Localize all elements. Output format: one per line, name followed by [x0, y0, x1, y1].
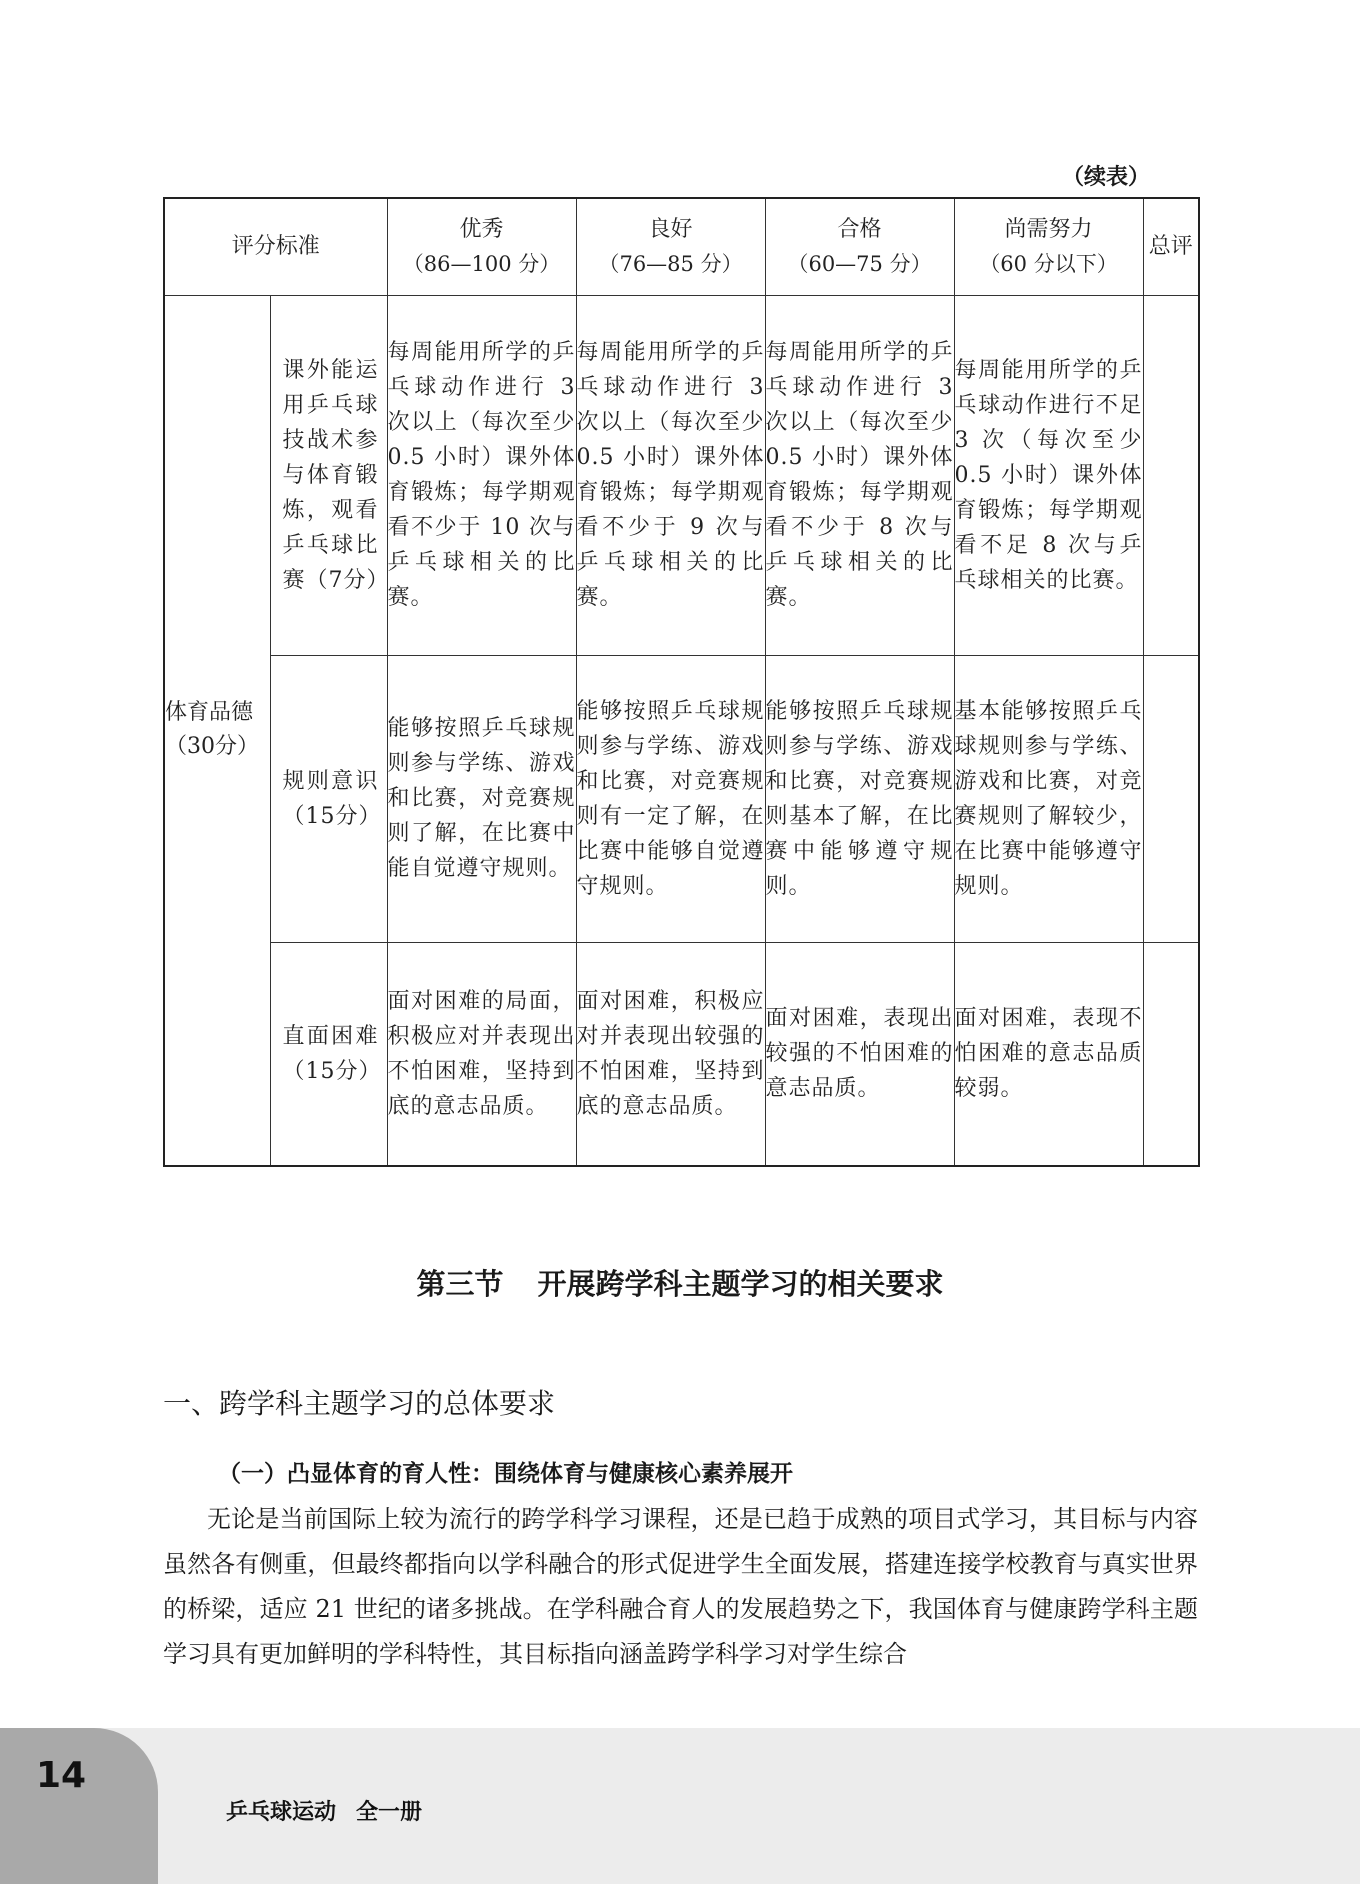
- header-level-needs-effort: 尚需努力 （60 分以下）: [954, 198, 1143, 295]
- heading-level-1: 一、跨学科主题学习的总体要求: [163, 1387, 556, 1420]
- item-cell: 课外能运用乒乓球技战术参与体育锻炼，观看乒乓球比赛（7分）: [270, 295, 387, 655]
- header-level-good: 良好 （76—85 分）: [576, 198, 765, 295]
- rubric-cell: 每周能用所学的乒乓球动作进行 3 次以上（每次至少 0.5 小时）课外体育锻炼；每学期观看不少于 10 次与乒乓球相关的比赛。: [387, 295, 576, 655]
- rubric-cell: 每周能用所学的乒乓球动作进行 3 次以上（每次至少 0.5 小时）课外体育锻炼；每学期观看不少于 9 次与乒乓球相关的比赛。: [576, 295, 765, 655]
- table-row: [164, 655, 1199, 942]
- category-cell: 体育品德（30分）: [164, 295, 270, 1166]
- section-heading: 开展跨学科主题学习的相关要求: [537, 1267, 944, 1301]
- page-number: 14: [36, 1755, 87, 1796]
- book-title-name: 乒乓球运动: [226, 1800, 337, 1825]
- footer-band: [0, 1728, 1360, 1884]
- overall-cell: [1143, 655, 1199, 942]
- header-level-excellent: 优秀 （86—100 分）: [387, 198, 576, 295]
- rubric-cell: 每周能用所学的乒乓球动作进行不足 3 次（每次至少 0.5 小时）课外体育锻炼；每学期观看不足 8 次与乒乓球相关的比赛。: [954, 295, 1143, 655]
- overall-cell: [1143, 942, 1199, 1166]
- table-header-row: [164, 198, 1199, 295]
- table-row: [164, 942, 1199, 1166]
- item-cell: 直面困难（15分）: [270, 942, 387, 1166]
- book-title: [226, 1795, 422, 1826]
- body-paragraph: 无论是当前国际上较为流行的跨学科学习课程，还是已趋于成熟的项目式学习，其目标与内容虽然各有侧重，但最终都指向以学科融合的形式促进学生全面发展，搭建连接学校教育与真实世界的桥梁，适应 21 世纪的诸多挑战。在学科融合育人的发展趋势之下，我国体育与健康跨学科主题学习具有更加鲜明的学科特性，其目标指向涵盖跨学科学习对学生综合: [163, 1505, 1198, 1668]
- header-level-pass: 合格 （60—75 分）: [765, 198, 954, 295]
- evaluation-table: [163, 197, 1200, 1167]
- rubric-cell: 面对困难，表现出较强的不怕困难的意志品质。: [765, 942, 954, 1166]
- heading-level-2: （一）凸显体育的育人性：围绕体育与健康核心素养展开: [218, 1460, 793, 1487]
- section-title: [0, 1262, 1360, 1303]
- item-cell: 规则意识（15分）: [270, 655, 387, 942]
- rubric-cell: 能够按照乒乓球规则参与学练、游戏和比赛，对竞赛规则了解，在比赛中能自觉遵守规则。: [387, 655, 576, 942]
- continued-label: （续表）: [1061, 165, 1150, 190]
- rubric-cell: 每周能用所学的乒乓球动作进行 3 次以上（每次至少 0.5 小时）课外体育锻炼；每学期观看不少于 8 次与乒乓球相关的比赛。: [765, 295, 954, 655]
- rubric-cell: 能够按照乒乓球规则参与学练、游戏和比赛，对竞赛规则基本了解，在比赛中能够遵守规则。: [765, 655, 954, 942]
- rubric-cell: 能够按照乒乓球规则参与学练、游戏和比赛，对竞赛规则有一定了解，在比赛中能够自觉遵守规则。: [576, 655, 765, 942]
- rubric-cell: 面对困难的局面，积极应对并表现出不怕困难，坚持到底的意志品质。: [387, 942, 576, 1166]
- rubric-cell: 面对困难，表现不怕困难的意志品质较弱。: [954, 942, 1143, 1166]
- book-volume: 全一册: [356, 1800, 423, 1825]
- overall-cell: [1143, 295, 1199, 655]
- header-overall: 总评: [1143, 198, 1199, 295]
- page-number-tab: [0, 1728, 158, 1884]
- header-criteria: 评分标准: [164, 198, 387, 295]
- section-number: 第三节: [416, 1267, 504, 1301]
- rubric-cell: 基本能够按照乒乓球规则参与学练、游戏和比赛，对竞赛规则了解较少，在比赛中能够遵守规则。: [954, 655, 1143, 942]
- table-row: [164, 295, 1199, 655]
- rubric-cell: 面对困难，积极应对并表现出较强的不怕困难，坚持到底的意志品质。: [576, 942, 765, 1166]
